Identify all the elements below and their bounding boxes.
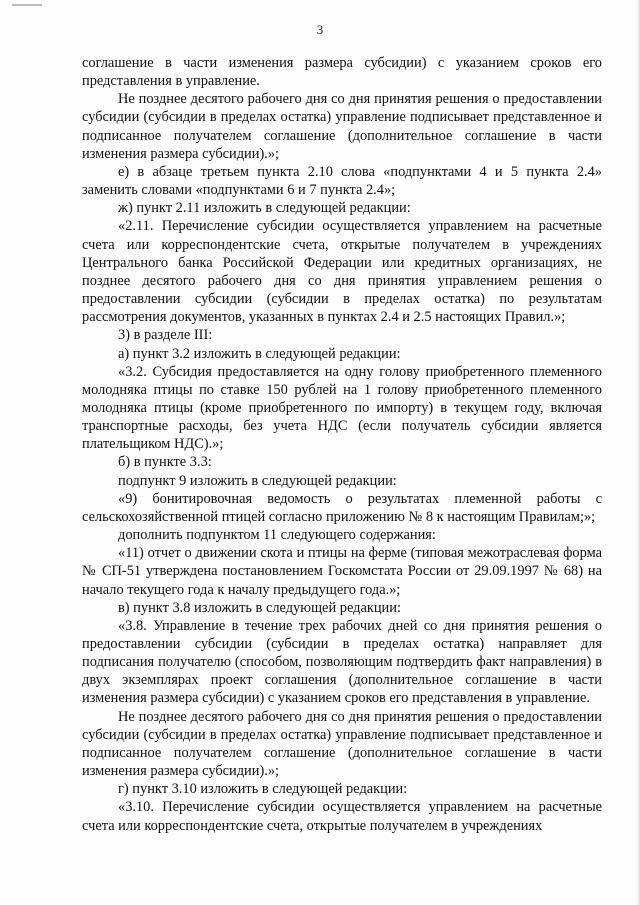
paragraph: «3.10. Перечисление субсидии осуществляется управлением на расчетные счета или корреспондентские счета, открытые получателем в учреждениях bbox=[82, 799, 602, 834]
paragraph: «11) отчет о движении скота и птицы на ферме (типовая межотраслевая форма № СП-51 утверждена постановлением Госкомстата России от 29.09.1997 № 68) на начало текущего года к началу предыдущего года.»; bbox=[82, 545, 602, 598]
page-number: 3 bbox=[316, 22, 324, 37]
paragraph: в) пункт 3.8 изложить в следующей редакции: bbox=[118, 599, 401, 616]
paragraph: Не позднее десятого рабочего дня со дня принятия решения о предоставлении субсидии (субсидии в пределах остатка) управление подписывает представленное и подписанное получателем соглашение (дополнительное соглашение в части изменения размера субсидии).»; bbox=[82, 708, 602, 780]
paragraph: «9) бонитировочная ведомость о результатах племенной работы с сельскохозяйственной птицей согласно приложению № 8 к настоящим Правилам;»; bbox=[82, 490, 602, 525]
paragraph: е) в абзаце третьем пункта 2.10 слова «подпунктами 4 и 5 пункта 2.4» заменить словами «подпунктами 6 и 7 пункта 2.4»; bbox=[82, 163, 602, 199]
paragraph: подпункт 9 изложить в следующей редакции: bbox=[118, 472, 397, 489]
paragraph: 3) в разделе III: bbox=[118, 327, 213, 344]
paragraph: г) пункт 3.10 изложить в следующей редакции: bbox=[118, 781, 408, 798]
paragraph: «3.8. Управление в течение трех рабочих дней со дня принятия решения о предоставлении субсидии (субсидии в пределах остатка) направляет для подписания получателю (способом, позволяющим подтвердить факт направления) в двух экземплярах проект соглашения (дополнительное соглашение в части изменения размера субсидии) с указанием сроков его представления в управление. bbox=[82, 617, 602, 707]
paragraph: соглашение в части изменения размера субсидии) с указанием сроков его представления в управление. bbox=[82, 55, 602, 90]
paragraph: б) в пункте 3.3: bbox=[118, 454, 212, 471]
paragraph: а) пункт 3.2 изложить в следующей редакции: bbox=[118, 345, 401, 362]
paragraph: ж) пункт 2.11 изложить в следующей редакции: bbox=[118, 200, 411, 217]
document-body bbox=[82, 54, 602, 835]
paragraph: дополнить подпунктом 11 следующего содержания: bbox=[118, 527, 436, 544]
paragraph: «3.2. Субсидия предоставляется на одну голову приобретенного племенного молодняка птицы по ставке 150 рублей на 1 голову приобретенного племенного молодняка птицы (кроме приобретенного по импорту) в текущем году, включая транспортные расходы, без учета НДС (если получатель субсидии является плательщиком НДС).»; bbox=[82, 363, 602, 453]
paragraph: Не позднее десятого рабочего дня со дня принятия решения о предоставлении субсидии (субсидии в пределах остатка) управление подписывает представленное и подписанное получателем соглашение (дополнительное соглашение в части изменения размера субсидии).»; bbox=[82, 91, 602, 162]
scan-artifact bbox=[12, 4, 42, 6]
paragraph: «2.11. Перечисление субсидии осуществляется управлением на расчетные счета или корреспондентские счета, открытые получателем в учреждениях Центрального банка Российской Федерации или кредитных организациях, не позднее десятого рабочего дня со дня принятия управлением решения о предоставлении субсидии (субсидии в пределах остатка) по результатам рассмотрения документов, указанных в пунктах 2.4 и 2.5 настоящих Правил.»; bbox=[82, 218, 602, 326]
